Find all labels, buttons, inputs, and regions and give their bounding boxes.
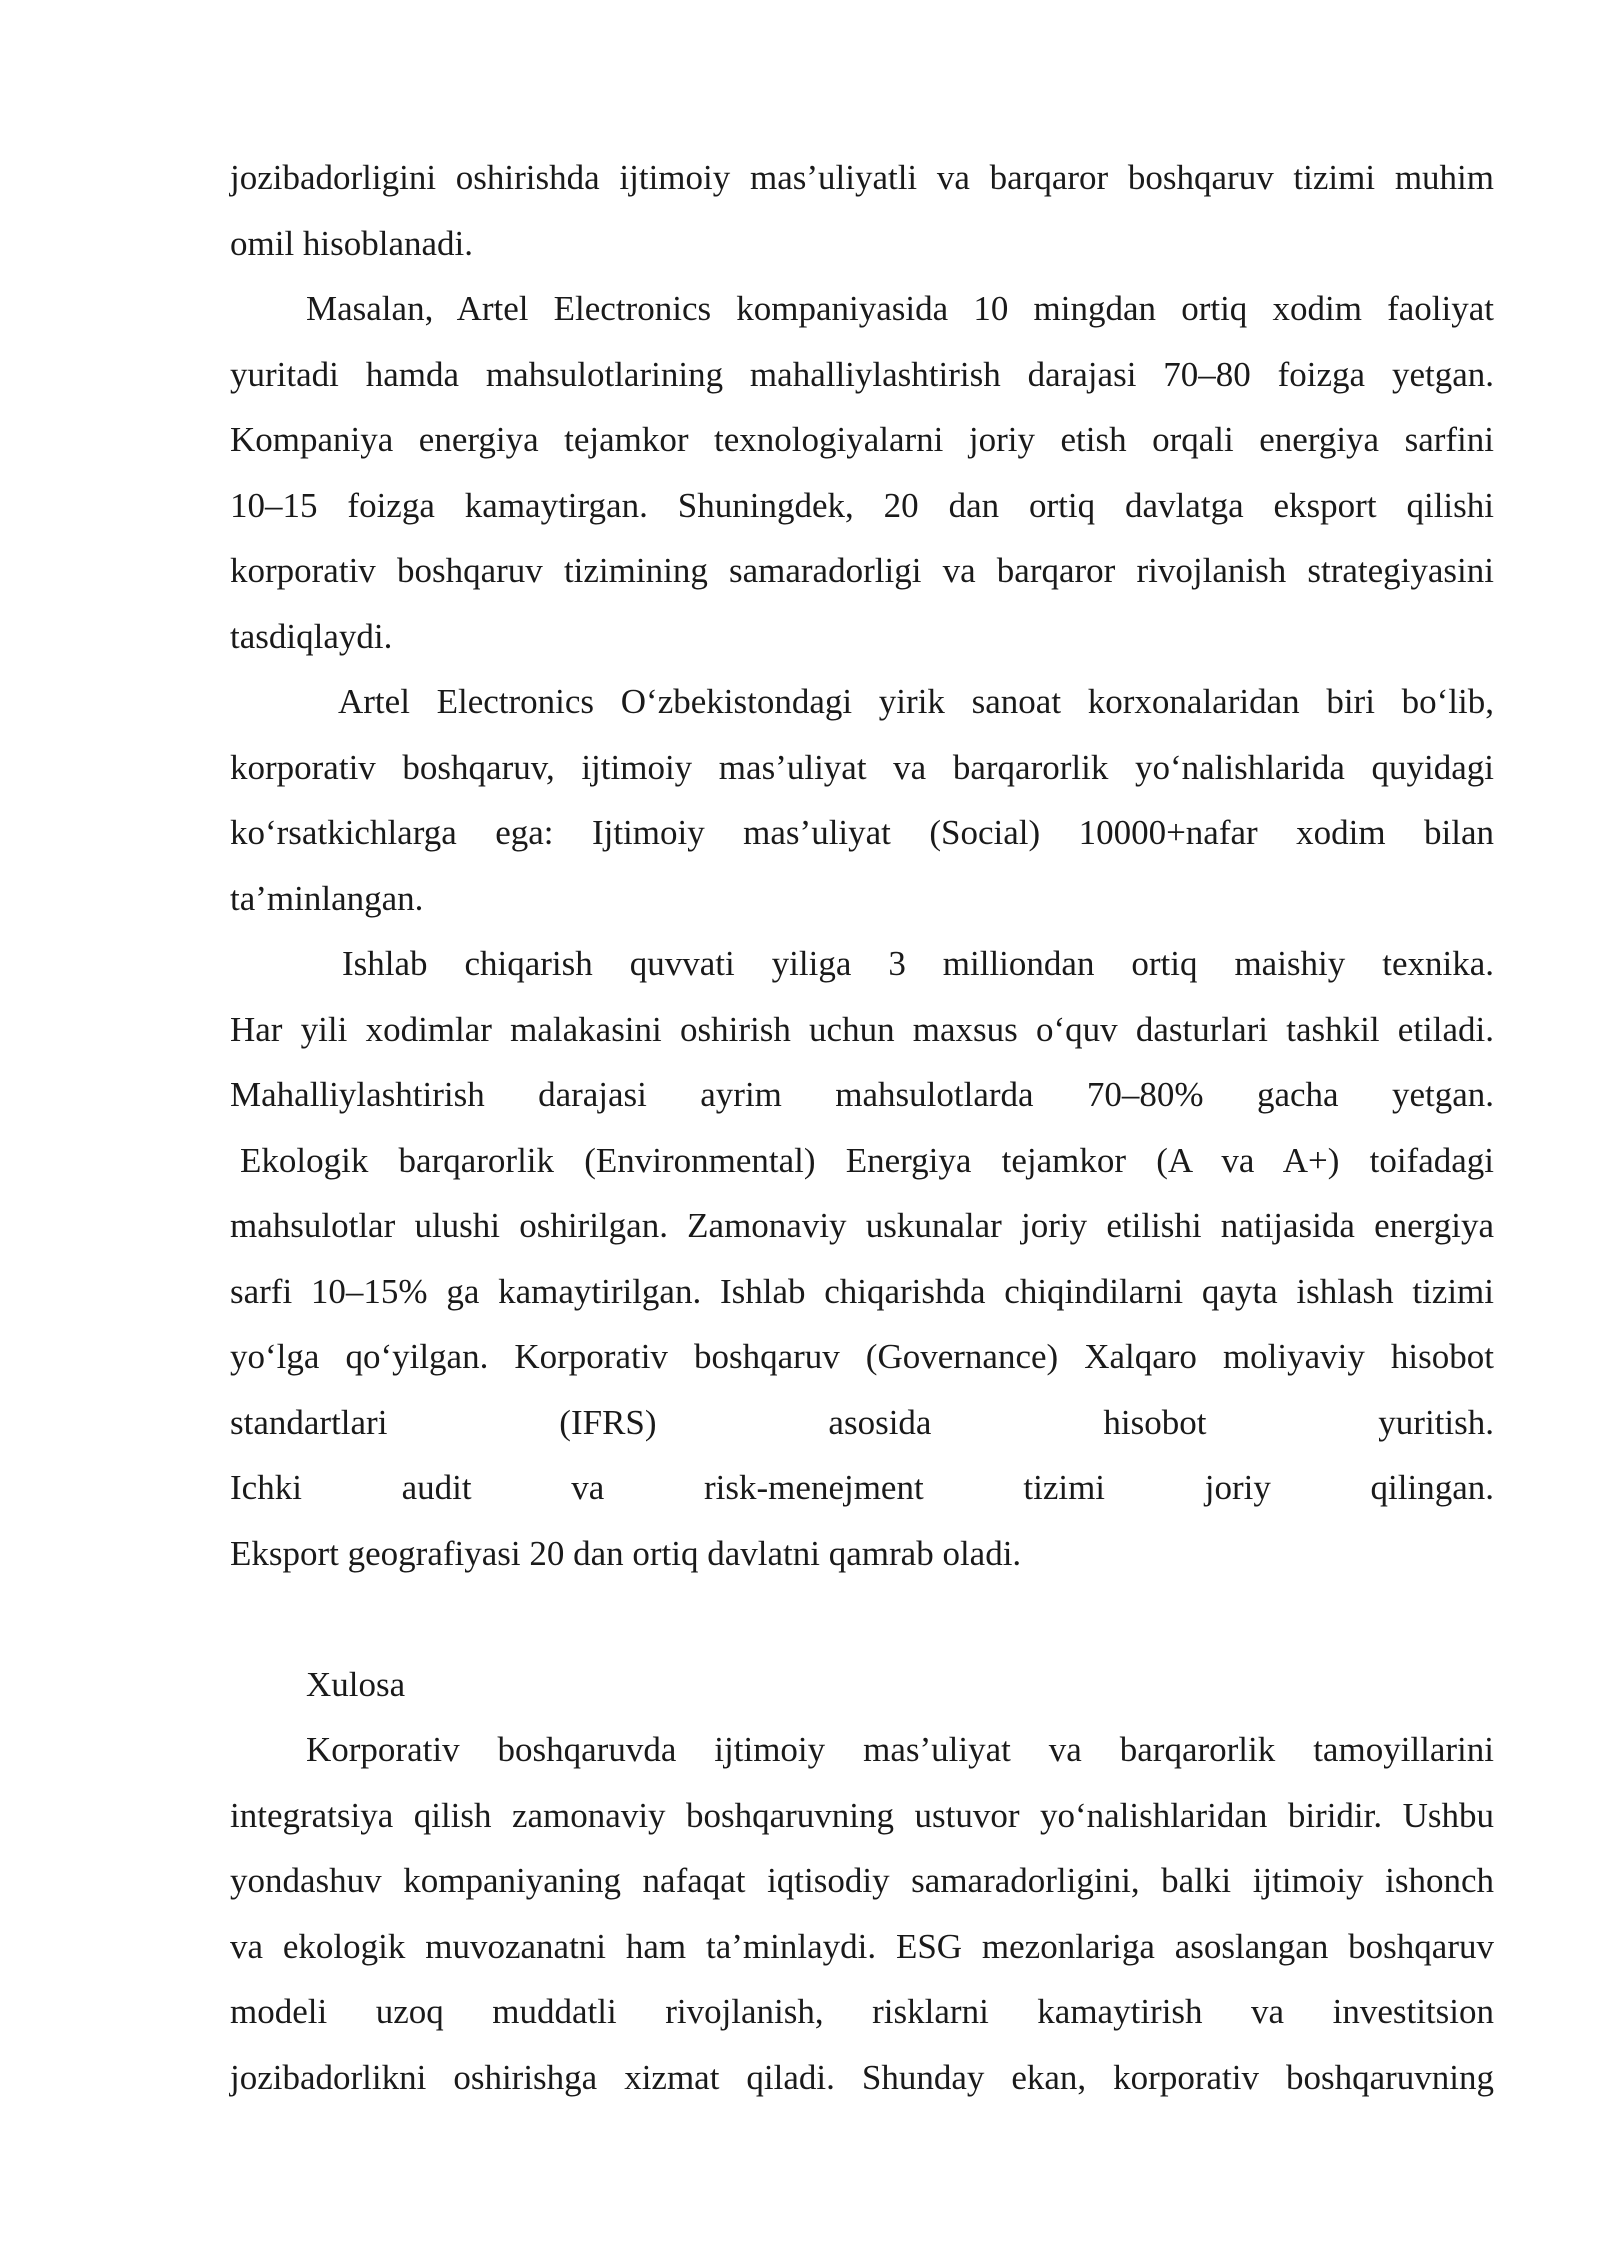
text-line: omil hisoblanadi.: [230, 223, 474, 263]
text-line: Artel Electronics O‘zbekistondagi yirik sanoat korxonalaridan biri bo‘lib,: [338, 682, 1494, 721]
text-line: ta’minlangan.: [230, 878, 424, 918]
text-line: integratsiya qilish zamonaviy boshqaruvning ustuvor yo‘nalishlaridan biridir. Ushbu: [230, 1795, 1494, 1835]
text-line: Eksport geografiyasi 20 dan ortiq davlatni qamrab oladi.: [230, 1533, 1022, 1573]
text-line: Mahalliylashtirish darajasi ayrim mahsulotlarda 70–80% gacha yetgan.: [230, 1075, 1494, 1114]
text-line: yondashuv kompaniyaning nafaqat iqtisodiy samaradorligini, balki ijtimoiy ishonch: [230, 1861, 1494, 1900]
document-page: [230, 150, 1494, 2115]
text-line: Ekologik barqarorlik (Environmental) Energiya tejamkor (A va A+) toifadagi: [240, 1140, 1494, 1180]
text-line: korporativ boshqaruv, ijtimoiy mas’uliyat va barqarorlik yo‘nalishlarida quyidagi: [230, 747, 1494, 787]
text-line: Masalan, Artel Electronics kompaniyasida 10 mingdan ortiq xodim faoliyat: [306, 289, 1494, 328]
text-line: mahsulotlar ulushi oshirilgan. Zamonaviy uskunalar joriy etilishi natijasida energiya: [230, 1206, 1494, 1245]
text-line: korporativ boshqaruv tizimining samaradorligi va barqaror rivojlanish strategiyasini: [230, 551, 1494, 590]
text-line: Ishlab chiqarish quvvati yiliga 3 milliondan ortiq maishiy texnika.: [342, 944, 1494, 983]
section-heading-xulosa: Xulosa: [306, 1664, 406, 1704]
text-line: ko‘rsatkichlarga ega: Ijtimoiy mas’uliyat (Social) 10000+nafar xodim bilan: [230, 813, 1494, 852]
text-line: yuritadi hamda mahsulotlarining mahalliylashtirish darajasi 70–80 foizga yetgan.: [230, 354, 1494, 394]
text-line: jozibadorlikni oshirishga xizmat qiladi. Shunday ekan, korporativ boshqaruvning: [230, 2057, 1494, 2097]
text-line: Kompaniya energiya tejamkor texnologiyalarni joriy etish orqali energiya sarfini: [230, 420, 1494, 459]
text-line: jozibadorligini oshirishda ijtimoiy mas’uliyatli va barqaror boshqaruv tizimi muhim: [230, 158, 1494, 197]
text-line: modeli uzoq muddatli rivojlanish, risklarni kamaytirish va investitsion: [230, 1992, 1494, 2031]
text-line: sarfi 10–15% ga kamaytirilgan. Ishlab chiqarishda chiqindilarni qayta ishlash tizimi: [230, 1271, 1494, 1311]
text-line: va ekologik muvozanatni ham ta’minlaydi. ESG mezonlariga asoslangan boshqaruv: [230, 1926, 1494, 1966]
text-line: Korporativ boshqaruvda ijtimoiy mas’uliyat va barqarorlik tamoyillarini: [306, 1730, 1494, 1769]
text-line: yo‘lga qo‘yilgan. Korporativ boshqaruv (Governance) Xalqaro moliyaviy hisobot: [230, 1337, 1494, 1376]
text-line: Har yili xodimlar malakasini oshirish uchun maxsus o‘quv dasturlari tashkil etiladi.: [230, 1009, 1494, 1049]
text-line: Ichki audit va risk-menejment tizimi joriy qilingan.: [230, 1468, 1494, 1507]
text-line: tasdiqlaydi.: [230, 616, 393, 656]
text-line: standartlari (IFRS) asosida hisobot yuritish.: [230, 1402, 1494, 1442]
blank-line: [230, 1591, 1494, 1657]
text-line: 10–15 foizga kamaytirgan. Shuningdek, 20 dan ortiq davlatga eksport qilishi: [230, 485, 1494, 525]
